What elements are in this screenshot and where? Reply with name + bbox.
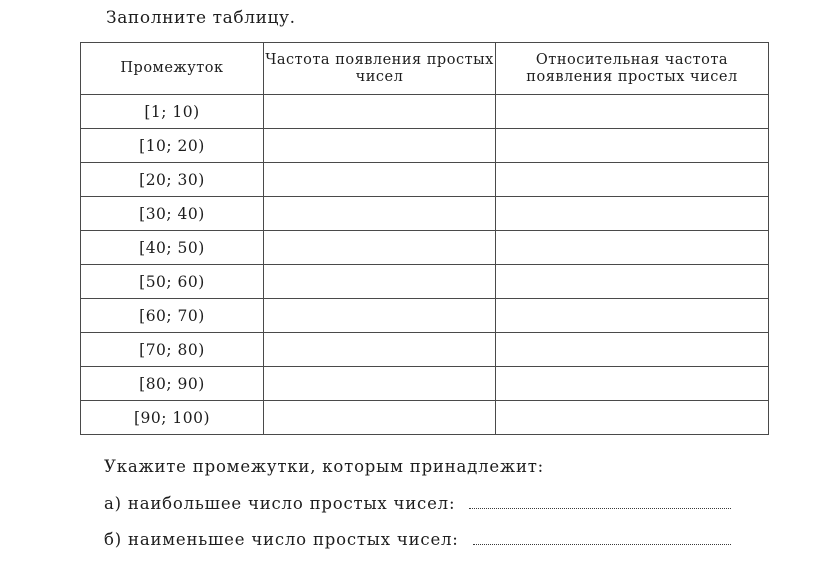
interval-cell: [20; 30) [81, 163, 264, 197]
frequency-cell[interactable] [264, 265, 496, 299]
relative-frequency-cell[interactable] [496, 129, 769, 163]
prime-frequency-table [80, 42, 769, 435]
answer-b-blank[interactable] [473, 530, 731, 545]
relative-frequency-cell[interactable] [496, 197, 769, 231]
table-row [81, 163, 769, 197]
table-row [81, 299, 769, 333]
relative-frequency-cell[interactable] [496, 401, 769, 435]
relative-frequency-cell[interactable] [496, 265, 769, 299]
frequency-cell[interactable] [264, 231, 496, 265]
answer-b-label: б) наименьшее число простых чисел: [104, 530, 459, 549]
instruction-text: Заполните таблицу. [106, 8, 296, 28]
frequency-cell[interactable] [264, 129, 496, 163]
frequency-cell[interactable] [264, 367, 496, 401]
answer-row-b [104, 530, 731, 549]
interval-cell: [80; 90) [81, 367, 264, 401]
interval-cell: [50; 60) [81, 265, 264, 299]
table-row [81, 367, 769, 401]
frequency-cell[interactable] [264, 299, 496, 333]
frequency-cell[interactable] [264, 333, 496, 367]
table-row [81, 265, 769, 299]
relative-frequency-cell[interactable] [496, 163, 769, 197]
frequency-cell[interactable] [264, 401, 496, 435]
table-row [81, 197, 769, 231]
frequency-cell[interactable] [264, 163, 496, 197]
relative-frequency-cell[interactable] [496, 299, 769, 333]
interval-cell: [10; 20) [81, 129, 264, 163]
interval-cell: [70; 80) [81, 333, 264, 367]
interval-cell: [60; 70) [81, 299, 264, 333]
interval-cell: [40; 50) [81, 231, 264, 265]
frequency-cell[interactable] [264, 95, 496, 129]
relative-frequency-cell[interactable] [496, 231, 769, 265]
frequency-cell[interactable] [264, 197, 496, 231]
table-row [81, 95, 769, 129]
table-row [81, 401, 769, 435]
interval-cell: [1; 10) [81, 95, 264, 129]
answer-a-blank[interactable] [469, 494, 731, 509]
table-row [81, 231, 769, 265]
header-frequency: Частота появления простых чисел [264, 43, 496, 95]
interval-cell: [90; 100) [81, 401, 264, 435]
header-relative-frequency: Относительная частота появления простых чисел [496, 43, 769, 95]
relative-frequency-cell[interactable] [496, 95, 769, 129]
interval-cell: [30; 40) [81, 197, 264, 231]
header-interval: Промежуток [81, 43, 264, 95]
answer-a-label: а) наибольшее число простых чисел: [104, 494, 456, 513]
relative-frequency-cell[interactable] [496, 333, 769, 367]
answer-row-a [104, 494, 731, 513]
table-header-row [81, 43, 769, 95]
table-row [81, 333, 769, 367]
relative-frequency-cell[interactable] [496, 367, 769, 401]
table-row [81, 129, 769, 163]
question-prompt: Укажите промежутки, которым принадлежит: [104, 457, 545, 476]
